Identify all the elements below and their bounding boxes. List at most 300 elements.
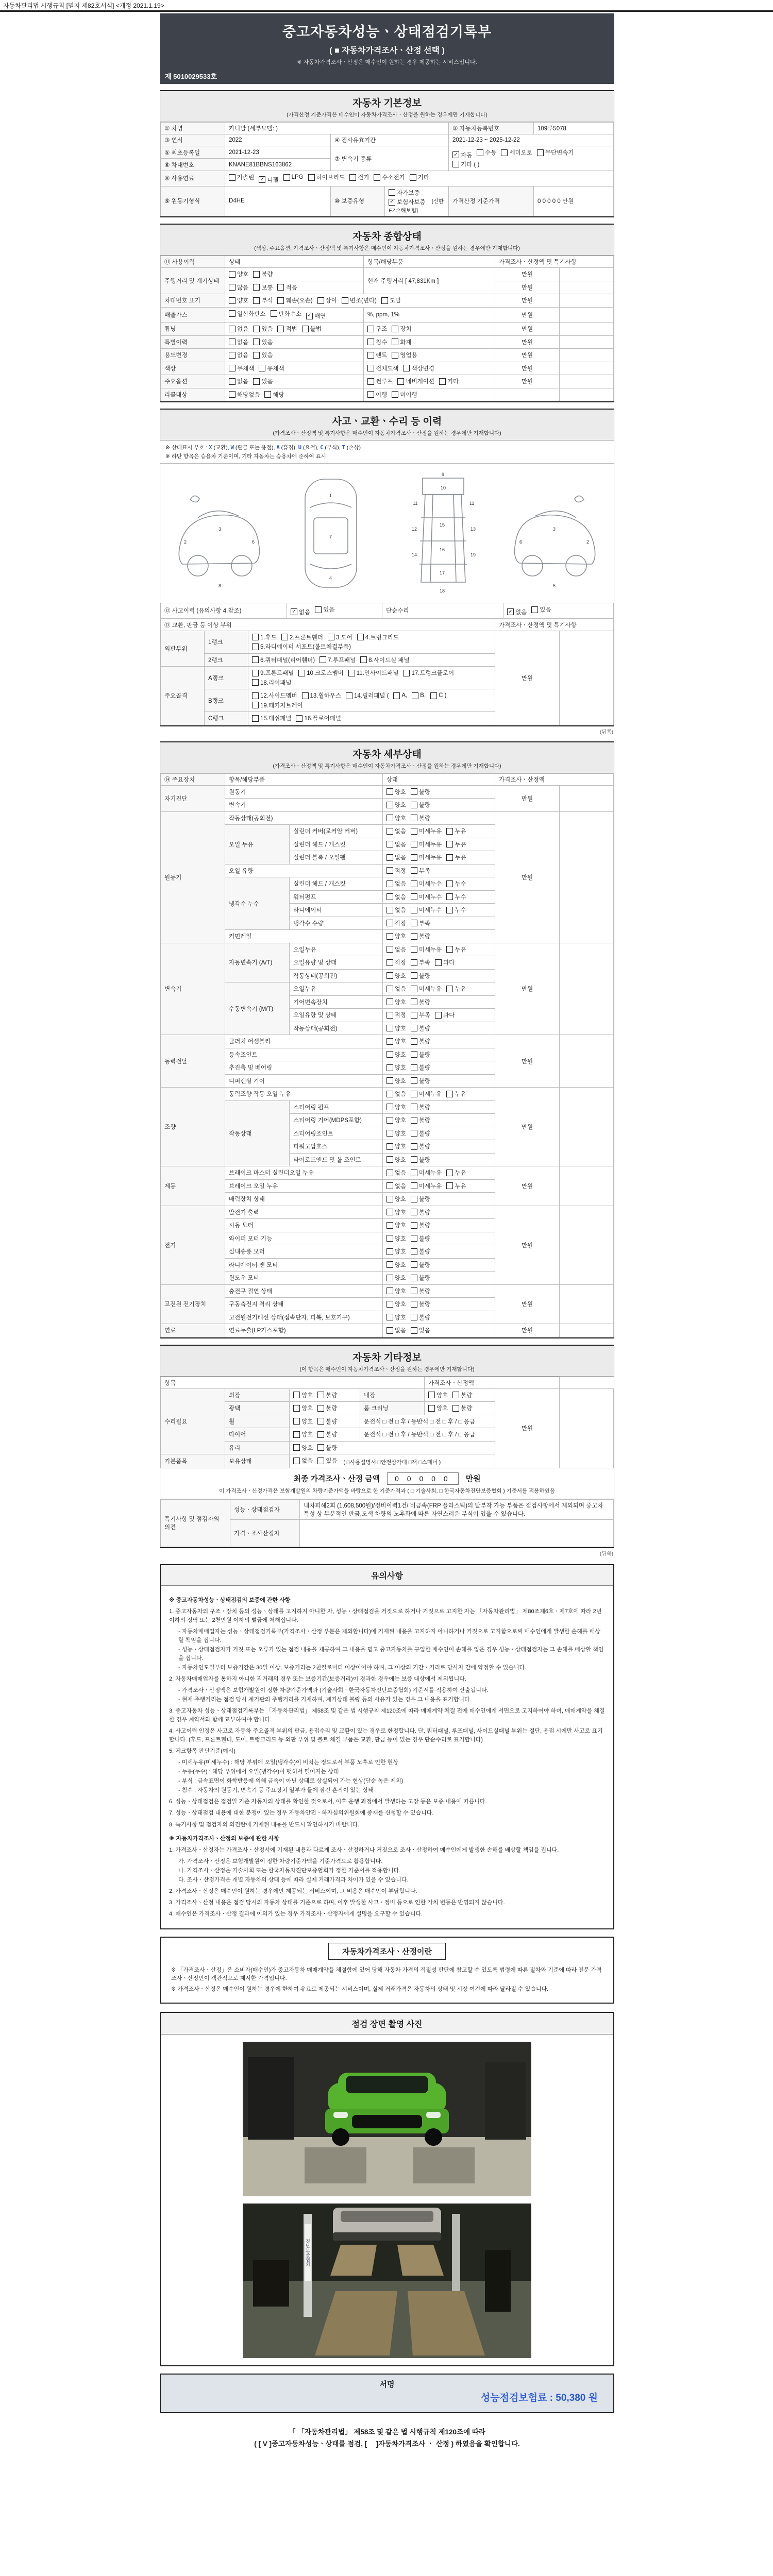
checkbox-option[interactable] — [253, 283, 273, 292]
checkbox-box[interactable] — [386, 854, 393, 861]
checkbox-option[interactable] — [411, 972, 430, 980]
checkbox-box[interactable] — [386, 1235, 393, 1242]
checkbox-box[interactable] — [386, 998, 393, 1005]
checkbox-option[interactable] — [411, 1103, 430, 1111]
checkbox-box[interactable] — [229, 174, 236, 181]
checkbox-option[interactable] — [317, 1417, 337, 1426]
checkbox-box[interactable] — [252, 715, 259, 722]
checkbox-box[interactable] — [411, 1130, 417, 1137]
checkbox-box[interactable] — [386, 907, 393, 913]
checkbox-option[interactable] — [252, 691, 297, 700]
checkbox-option[interactable] — [411, 788, 430, 796]
checkbox-option[interactable] — [411, 867, 430, 875]
checkbox-box[interactable] — [411, 933, 417, 940]
checkbox-box[interactable] — [386, 1275, 393, 1281]
checkbox-option[interactable] — [411, 1261, 430, 1269]
checkbox-option[interactable] — [367, 391, 387, 399]
checkbox-box[interactable] — [435, 959, 442, 966]
checkbox-option[interactable] — [229, 338, 248, 346]
checkbox-box[interactable] — [253, 284, 260, 291]
checkbox-option[interactable] — [446, 840, 466, 849]
checkbox-box[interactable] — [293, 1405, 300, 1412]
checkbox-box[interactable] — [411, 867, 417, 874]
checkbox-option[interactable] — [411, 1037, 430, 1045]
checkbox-box[interactable] — [386, 893, 393, 900]
checkbox-option[interactable] — [229, 364, 254, 372]
checkbox-option[interactable] — [411, 1313, 430, 1321]
checkbox-box[interactable] — [386, 802, 393, 808]
checkbox-box[interactable] — [428, 1405, 435, 1412]
checkbox-box[interactable] — [411, 1143, 417, 1150]
checkbox-box[interactable] — [411, 998, 417, 1005]
checkbox-box[interactable] — [537, 149, 544, 156]
checkbox-option[interactable] — [477, 148, 496, 157]
checkbox-option[interactable] — [392, 351, 417, 359]
checkbox-option[interactable] — [229, 173, 254, 181]
checkbox-box[interactable] — [446, 907, 453, 913]
checkbox-option[interactable] — [386, 906, 406, 914]
checkbox-box[interactable] — [386, 815, 393, 821]
checkbox-box[interactable] — [259, 365, 265, 371]
checkbox-box[interactable] — [386, 986, 393, 992]
checkbox-box[interactable]: ✓ — [452, 151, 459, 158]
checkbox-box[interactable] — [411, 1117, 417, 1124]
checkbox-box[interactable] — [411, 986, 417, 992]
checkbox-option[interactable] — [293, 1404, 313, 1412]
checkbox-box[interactable] — [411, 1209, 417, 1215]
checkbox-option[interactable] — [367, 351, 387, 359]
checkbox-box[interactable] — [293, 1431, 300, 1438]
checkbox-option[interactable] — [386, 1116, 406, 1124]
checkbox-box[interactable] — [317, 1431, 324, 1438]
checkbox-option[interactable] — [252, 714, 291, 722]
checkbox-option[interactable] — [392, 391, 417, 399]
checkbox-option[interactable] — [386, 1063, 406, 1072]
checkbox-box[interactable] — [411, 815, 417, 821]
checkbox-box[interactable] — [264, 391, 271, 398]
checkbox-box[interactable] — [252, 692, 259, 699]
checkbox-box[interactable] — [411, 1077, 417, 1084]
checkbox-option[interactable] — [381, 296, 401, 304]
checkbox-box[interactable] — [277, 297, 284, 304]
checkbox-option[interactable] — [452, 1404, 472, 1412]
checkbox-option[interactable] — [386, 840, 406, 849]
checkbox-option[interactable] — [367, 325, 387, 333]
checkbox-box[interactable] — [253, 338, 260, 345]
checkbox-option[interactable] — [386, 1261, 406, 1269]
checkbox-box[interactable] — [411, 959, 417, 966]
checkbox-box[interactable] — [308, 174, 315, 181]
checkbox-option[interactable] — [446, 1168, 466, 1177]
checkbox-box[interactable] — [386, 1091, 393, 1097]
checkbox-option[interactable] — [386, 1090, 406, 1098]
checkbox-option[interactable] — [386, 1313, 406, 1321]
checkbox-box[interactable] — [411, 1156, 417, 1163]
checkbox-option[interactable] — [389, 189, 419, 197]
checkbox-option[interactable] — [411, 1116, 430, 1124]
checkbox-box[interactable] — [386, 1104, 393, 1110]
checkbox-box[interactable] — [386, 867, 393, 874]
checkbox-box[interactable] — [317, 1444, 324, 1451]
checkbox-box[interactable] — [229, 338, 236, 345]
checkbox-option[interactable] — [386, 1024, 406, 1032]
checkbox-box[interactable] — [411, 1287, 417, 1294]
checkbox-box[interactable] — [411, 1064, 417, 1071]
checkbox-box[interactable] — [271, 310, 277, 317]
checkbox-box[interactable] — [367, 338, 374, 345]
checkbox-option[interactable] — [411, 879, 442, 888]
checkbox-box[interactable] — [446, 1182, 453, 1189]
checkbox-option[interactable] — [264, 391, 284, 399]
checkbox-box[interactable] — [446, 1170, 453, 1176]
checkbox-box[interactable] — [252, 643, 259, 650]
checkbox-option[interactable] — [393, 692, 407, 699]
checkbox-option[interactable] — [367, 364, 398, 372]
checkbox-box[interactable] — [229, 297, 236, 304]
checkbox-box[interactable] — [349, 174, 356, 181]
checkbox-box[interactable] — [253, 271, 260, 278]
checkbox-box[interactable] — [411, 1314, 417, 1320]
checkbox-option[interactable] — [411, 1129, 430, 1138]
checkbox-box[interactable] — [397, 378, 404, 385]
checkbox-option[interactable] — [452, 160, 479, 168]
checkbox-option[interactable] — [386, 1156, 406, 1164]
checkbox-option[interactable] — [411, 1077, 430, 1085]
checkbox-box[interactable] — [367, 378, 374, 385]
checkbox-option[interactable] — [302, 325, 322, 333]
checkbox-box[interactable] — [403, 670, 410, 676]
checkbox-option[interactable] — [253, 377, 273, 385]
checkbox-option[interactable] — [293, 1417, 313, 1426]
checkbox-option[interactable] — [317, 1430, 337, 1438]
checkbox-box[interactable] — [277, 284, 284, 291]
checkbox-box[interactable] — [386, 828, 393, 835]
checkbox-option[interactable] — [298, 669, 344, 677]
checkbox-box[interactable] — [411, 1051, 417, 1058]
checkbox-box[interactable] — [446, 828, 453, 835]
checkbox-option[interactable] — [430, 692, 446, 699]
checkbox-box[interactable] — [386, 1314, 393, 1320]
checkbox-box[interactable] — [293, 1444, 300, 1451]
checkbox-box[interactable] — [393, 692, 400, 699]
checkbox-box[interactable] — [386, 841, 393, 848]
checkbox-box[interactable] — [392, 391, 398, 398]
checkbox-option[interactable] — [317, 1444, 337, 1452]
checkbox-box[interactable] — [229, 352, 236, 359]
checkbox-option[interactable] — [446, 906, 466, 914]
checkbox-option[interactable] — [386, 1142, 406, 1150]
checkbox-box[interactable] — [367, 326, 374, 332]
checkbox-option[interactable] — [411, 1024, 430, 1032]
checkbox-option[interactable] — [411, 1090, 442, 1098]
checkbox-box[interactable] — [229, 391, 236, 398]
checkbox-option[interactable] — [386, 1208, 406, 1216]
checkbox-option[interactable] — [259, 176, 278, 184]
checkbox-option[interactable] — [501, 148, 532, 157]
checkbox-option[interactable] — [452, 151, 472, 159]
checkbox-box[interactable] — [386, 1327, 393, 1334]
checkbox-option[interactable] — [360, 656, 409, 664]
checkbox-option[interactable] — [386, 1274, 406, 1282]
checkbox-option[interactable] — [271, 310, 301, 318]
checkbox-box[interactable] — [386, 1170, 393, 1176]
checkbox-option[interactable] — [403, 669, 454, 677]
checkbox-option[interactable] — [386, 1234, 406, 1243]
checkbox-box[interactable] — [252, 679, 259, 686]
checkbox-box[interactable] — [411, 1235, 417, 1242]
checkbox-box[interactable] — [386, 1248, 393, 1255]
checkbox-box[interactable] — [446, 854, 453, 861]
checkbox-option[interactable] — [386, 1103, 406, 1111]
checkbox-option[interactable] — [253, 351, 273, 359]
checkbox-option[interactable] — [386, 814, 406, 822]
checkbox-option[interactable] — [293, 1444, 313, 1452]
checkbox-box[interactable] — [411, 1248, 417, 1255]
checkbox-option[interactable] — [389, 198, 426, 206]
checkbox-option[interactable] — [403, 364, 434, 372]
checkbox-box[interactable] — [386, 1130, 393, 1137]
checkbox-box[interactable] — [386, 1117, 393, 1124]
checkbox-box[interactable] — [430, 692, 437, 699]
checkbox-box[interactable] — [411, 880, 417, 887]
checkbox-option[interactable] — [317, 1404, 337, 1412]
checkbox-box[interactable] — [315, 606, 322, 613]
checkbox-box[interactable] — [298, 670, 305, 676]
checkbox-box[interactable] — [342, 297, 348, 304]
checkbox-option[interactable] — [411, 1274, 430, 1282]
checkbox-box[interactable] — [386, 1209, 393, 1215]
checkbox-option[interactable] — [386, 788, 406, 796]
checkbox-box[interactable] — [386, 1025, 393, 1031]
checkbox-option[interactable] — [411, 919, 430, 927]
checkbox-option[interactable] — [229, 325, 248, 333]
checkbox-option[interactable] — [386, 1221, 406, 1229]
checkbox-box[interactable] — [446, 893, 453, 900]
checkbox-option[interactable] — [386, 1287, 406, 1295]
checkbox-option[interactable] — [252, 669, 294, 677]
checkbox-option[interactable] — [367, 377, 393, 385]
checkbox-box[interactable] — [348, 670, 355, 676]
checkbox-option[interactable] — [348, 669, 399, 677]
checkbox-option[interactable] — [446, 827, 466, 835]
checkbox-box[interactable] — [360, 656, 367, 663]
checkbox-box[interactable] — [411, 1196, 417, 1202]
checkbox-option[interactable] — [397, 377, 434, 385]
checkbox-option[interactable] — [411, 1050, 430, 1059]
checkbox-option[interactable] — [411, 1287, 430, 1295]
checkbox-option[interactable] — [317, 296, 337, 304]
checkbox-option[interactable] — [367, 338, 387, 346]
checkbox-option[interactable] — [386, 1326, 406, 1334]
checkbox-option[interactable] — [411, 1300, 430, 1308]
checkbox-box[interactable] — [411, 1261, 417, 1268]
checkbox-box[interactable] — [412, 692, 418, 699]
checkbox-option[interactable] — [386, 972, 406, 980]
checkbox-option[interactable] — [386, 1182, 406, 1190]
checkbox-option[interactable] — [328, 633, 352, 641]
checkbox-option[interactable] — [507, 608, 527, 616]
checkbox-option[interactable] — [411, 1208, 430, 1216]
checkbox-box[interactable] — [392, 326, 398, 332]
checkbox-option[interactable] — [386, 919, 406, 927]
checkbox-option[interactable] — [293, 1391, 313, 1399]
checkbox-option[interactable] — [229, 391, 260, 399]
checkbox-option[interactable] — [446, 945, 466, 954]
checkbox-box[interactable] — [446, 1091, 453, 1097]
checkbox-option[interactable] — [446, 893, 466, 901]
checkbox-box[interactable] — [411, 828, 417, 835]
checkbox-box[interactable] — [411, 854, 417, 861]
checkbox-option[interactable] — [386, 1129, 406, 1138]
checkbox-box[interactable]: ✓ — [306, 313, 313, 319]
checkbox-box[interactable] — [411, 1301, 417, 1308]
checkbox-box[interactable] — [386, 1196, 393, 1202]
checkbox-option[interactable] — [411, 1156, 430, 1164]
checkbox-option[interactable] — [411, 1063, 430, 1072]
checkbox-option[interactable] — [253, 325, 273, 333]
checkbox-option[interactable] — [392, 338, 411, 346]
checkbox-option[interactable] — [386, 932, 406, 940]
checkbox-option[interactable] — [252, 633, 277, 641]
checkbox-box[interactable] — [410, 174, 416, 181]
checkbox-option[interactable] — [446, 879, 466, 888]
checkbox-option[interactable] — [277, 283, 297, 292]
checkbox-box[interactable] — [411, 802, 417, 808]
checkbox-box[interactable] — [281, 634, 288, 640]
checkbox-box[interactable] — [435, 1012, 442, 1019]
checkbox-box[interactable] — [302, 692, 309, 699]
checkbox-option[interactable] — [411, 1182, 442, 1190]
checkbox-box[interactable] — [386, 1038, 393, 1045]
checkbox-option[interactable] — [446, 1182, 466, 1190]
checkbox-box[interactable] — [367, 365, 374, 371]
checkbox-option[interactable] — [411, 945, 442, 954]
checkbox-option[interactable] — [411, 932, 430, 940]
checkbox-option[interactable] — [229, 296, 248, 304]
checkbox-option[interactable] — [386, 958, 406, 967]
checkbox-option[interactable] — [252, 656, 315, 664]
checkbox-box[interactable] — [403, 365, 410, 371]
checkbox-option[interactable] — [386, 827, 406, 835]
checkbox-box[interactable] — [229, 365, 236, 371]
checkbox-box[interactable] — [428, 1392, 435, 1398]
checkbox-box[interactable] — [277, 326, 284, 332]
checkbox-option[interactable] — [411, 1234, 430, 1243]
checkbox-box[interactable] — [253, 297, 260, 304]
checkbox-option[interactable] — [537, 148, 574, 157]
checkbox-box[interactable] — [386, 1064, 393, 1071]
checkbox-box[interactable] — [253, 352, 260, 359]
checkbox-option[interactable] — [386, 893, 406, 901]
checkbox-option[interactable] — [317, 1456, 337, 1465]
checkbox-option[interactable] — [411, 985, 442, 993]
checkbox-option[interactable] — [253, 338, 273, 346]
checkbox-box[interactable] — [386, 788, 393, 795]
checkbox-option[interactable] — [411, 998, 430, 1006]
checkbox-option[interactable] — [302, 691, 341, 700]
checkbox-box[interactable] — [411, 1012, 417, 1019]
checkbox-box[interactable]: ✓ — [291, 608, 297, 615]
checkbox-box[interactable] — [253, 326, 260, 332]
checkbox-option[interactable] — [277, 296, 312, 304]
checkbox-box[interactable] — [328, 634, 334, 640]
checkbox-box[interactable]: ✓ — [389, 199, 395, 206]
checkbox-box[interactable] — [317, 1458, 324, 1464]
checkbox-box[interactable] — [411, 1222, 417, 1229]
checkbox-option[interactable] — [253, 270, 273, 278]
checkbox-option[interactable] — [386, 985, 406, 993]
checkbox-option[interactable] — [386, 1077, 406, 1085]
checkbox-option[interactable] — [293, 1430, 313, 1438]
checkbox-box[interactable] — [386, 1012, 393, 1019]
checkbox-option[interactable] — [229, 377, 248, 385]
checkbox-box[interactable] — [381, 297, 388, 304]
checkbox-option[interactable] — [283, 174, 304, 181]
checkbox-box[interactable] — [386, 1182, 393, 1189]
checkbox-option[interactable] — [293, 1456, 313, 1465]
checkbox-box[interactable] — [386, 880, 393, 887]
checkbox-option[interactable] — [411, 906, 442, 914]
checkbox-box[interactable] — [452, 1392, 459, 1398]
checkbox-box[interactable] — [411, 1025, 417, 1031]
checkbox-option[interactable] — [386, 1168, 406, 1177]
checkbox-box[interactable] — [446, 986, 453, 992]
checkbox-option[interactable] — [229, 270, 248, 278]
checkbox-option[interactable] — [411, 1247, 430, 1256]
checkbox-option[interactable] — [349, 173, 369, 181]
checkbox-box[interactable] — [229, 271, 236, 278]
checkbox-option[interactable] — [320, 656, 356, 664]
checkbox-box[interactable] — [411, 972, 417, 979]
checkbox-box[interactable] — [317, 297, 324, 304]
checkbox-box[interactable] — [446, 841, 453, 848]
checkbox-box[interactable] — [252, 702, 259, 708]
checkbox-option[interactable] — [374, 173, 405, 181]
checkbox-option[interactable] — [386, 1011, 406, 1019]
checkbox-box[interactable] — [293, 1458, 300, 1464]
checkbox-option[interactable] — [452, 1391, 472, 1399]
checkbox-option[interactable] — [435, 1011, 455, 1019]
checkbox-box[interactable] — [452, 161, 459, 167]
checkbox-option[interactable] — [531, 605, 551, 614]
checkbox-box[interactable] — [386, 1077, 393, 1084]
checkbox-option[interactable] — [411, 1326, 430, 1334]
checkbox-option[interactable] — [357, 633, 399, 641]
checkbox-option[interactable] — [411, 1168, 442, 1177]
checkbox-box[interactable] — [411, 1182, 417, 1189]
checkbox-box[interactable] — [229, 378, 236, 385]
checkbox-option[interactable] — [346, 691, 389, 700]
checkbox-box[interactable] — [367, 391, 374, 398]
checkbox-option[interactable] — [296, 714, 341, 722]
checkbox-box[interactable] — [386, 1156, 393, 1163]
checkbox-box[interactable] — [386, 972, 393, 979]
checkbox-option[interactable] — [439, 377, 459, 385]
checkbox-option[interactable] — [386, 867, 406, 875]
checkbox-option[interactable] — [281, 633, 323, 641]
checkbox-box[interactable] — [229, 326, 236, 332]
checkbox-box[interactable] — [386, 920, 393, 926]
checkbox-box[interactable] — [386, 959, 393, 966]
checkbox-option[interactable] — [411, 958, 430, 967]
checkbox-option[interactable] — [259, 364, 284, 372]
checkbox-option[interactable] — [386, 801, 406, 809]
checkbox-box[interactable] — [296, 715, 303, 722]
checkbox-box[interactable] — [317, 1392, 324, 1398]
checkbox-box[interactable] — [411, 946, 417, 953]
checkbox-box[interactable] — [252, 634, 259, 640]
checkbox-option[interactable] — [386, 945, 406, 954]
